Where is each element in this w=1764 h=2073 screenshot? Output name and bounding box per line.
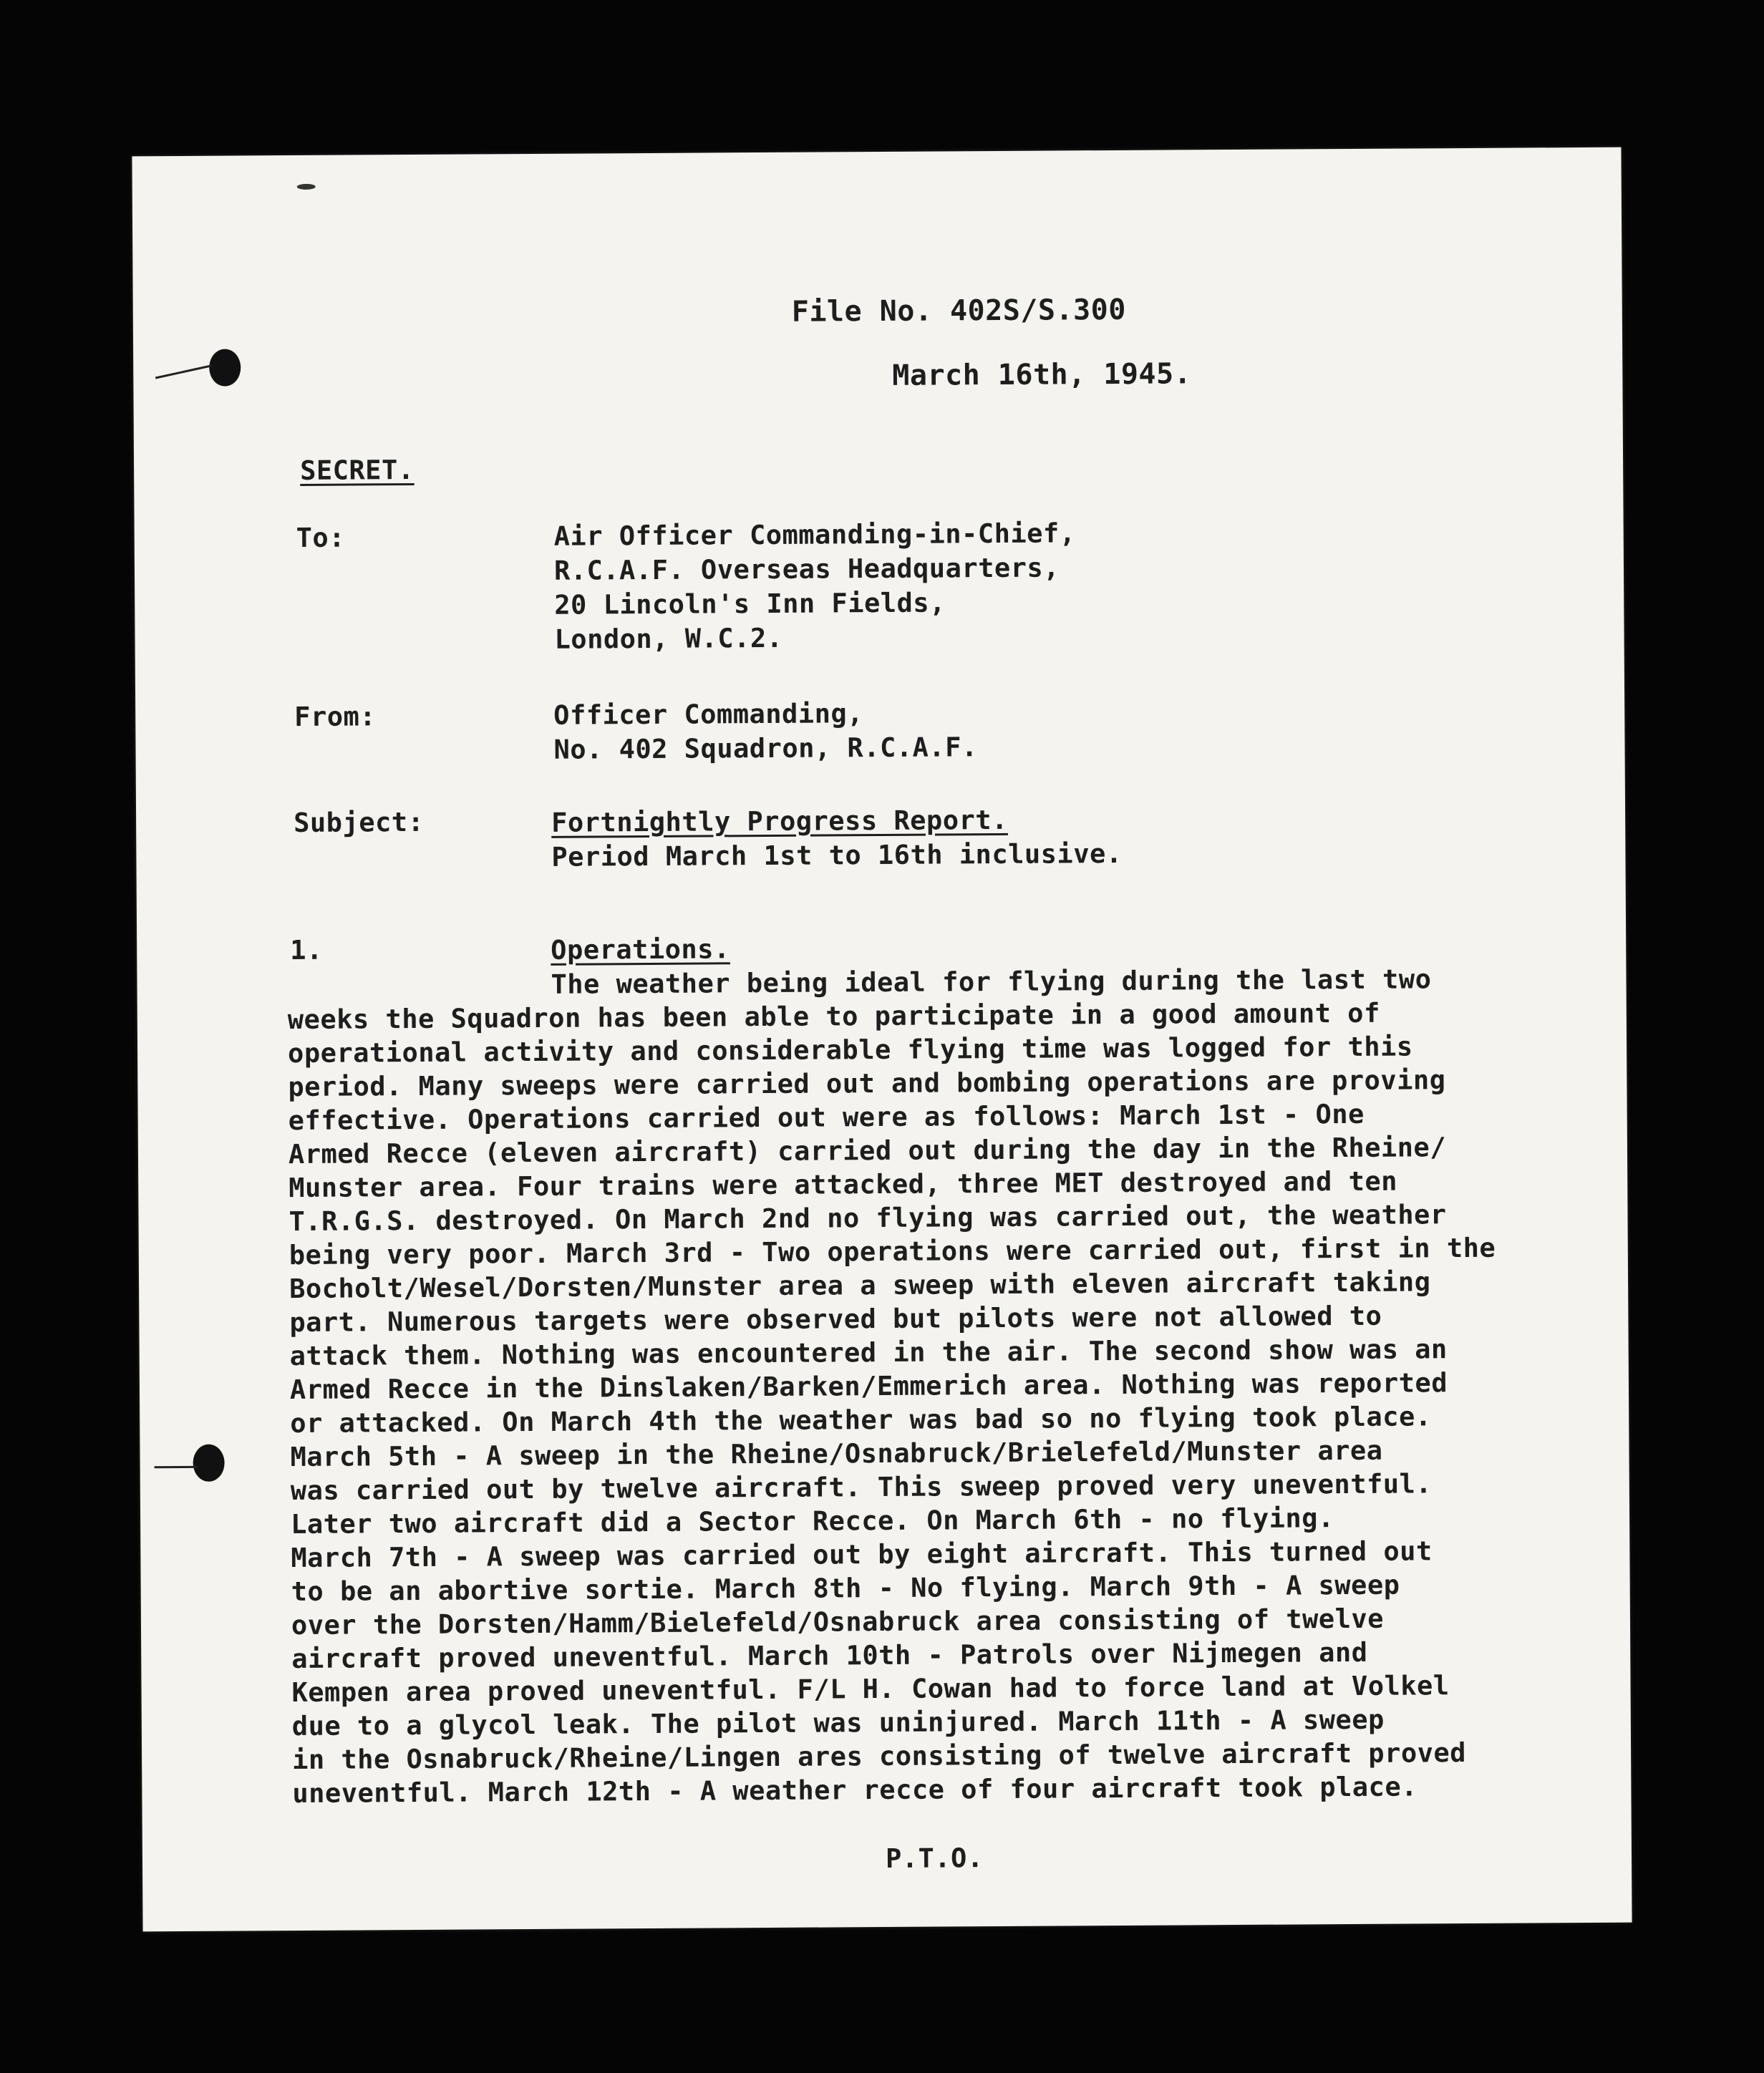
body-line: March 7th - A sweep was carried out by eight aircraft. This turned out — [291, 1535, 1433, 1574]
to-label: To: — [296, 522, 346, 553]
body-line: The weather being ideal for flying during the last two — [551, 963, 1432, 1000]
from-label: From: — [294, 701, 377, 733]
body-line: or attacked. On March 4th the weather was bad so no flying took place. — [290, 1401, 1432, 1440]
to-line-1: Air Officer Commanding-in-Chief, — [553, 518, 1076, 552]
body-line: in the Osnabruck/Rheine/Lingen ares consisting of twelve aircraft proved — [292, 1737, 1467, 1776]
body-line: T.R.G.S. destroyed. On March 2nd no flying was carried out, the weather — [289, 1199, 1447, 1238]
body-line: over the Dorsten/Hamm/Bielefeld/Osnabruck area consisting of twelve — [291, 1603, 1385, 1641]
body-line: Later two aircraft did a Sector Recce. On March 6th - no flying. — [290, 1502, 1334, 1540]
body-line: attack them. Nothing was encountered in the air. The second show was an — [289, 1334, 1448, 1372]
body-line: operational activity and considerable flying time was logged for this — [287, 1031, 1413, 1069]
body-line: Armed Recce (eleven aircraft) carried out during the day in the Rheine/ — [288, 1132, 1447, 1170]
body-line: Kempen area proved uneventful. F/L H. Cowan had to force land at Volkel — [291, 1670, 1450, 1709]
classification-marking: SECRET. — [299, 454, 415, 486]
body-line: aircraft proved uneventful. March 10th - Patrols over Nijmegen and — [291, 1636, 1368, 1675]
body-line: part. Numerous targets were observed but pilots were not allowed to — [289, 1300, 1382, 1339]
please-turn-over: P.T.O. — [885, 1843, 984, 1874]
section-heading: Operations. — [551, 933, 730, 966]
body-line: due to a glycol leak. The pilot was uninjured. March 11th - A sweep — [291, 1704, 1385, 1742]
document-page — [132, 147, 1632, 1932]
to-line-2: R.C.A.F. Overseas Headquarters, — [553, 552, 1060, 586]
from-line-2: No. 402 Squadron, R.C.A.F. — [553, 732, 978, 765]
punch-hole-line-top — [155, 364, 212, 379]
body-line: to be an abortive sortie. March 8th - No flying. March 9th - A sweep — [291, 1569, 1400, 1608]
body-line: being very poor. March 3rd - Two operations were carried out, first in the — [289, 1232, 1496, 1271]
body-line: Bocholt/Wesel/Dorsten/Munster area a sweep with eleven aircraft taking — [289, 1266, 1431, 1305]
body-line: Munster area. Four trains were attacked, three MET destroyed and ten — [289, 1165, 1398, 1204]
body-line: period. Many sweeps were carried out and bombing operations are proving — [288, 1064, 1446, 1103]
body-line: effective. Operations carried out were as follows: March 1st - One — [288, 1098, 1365, 1137]
body-line: weeks the Squadron has been able to participate in a good amount of — [287, 997, 1380, 1036]
punch-hole-top — [209, 349, 241, 386]
body-line: uneventful. March 12th - A weather recce of four aircraft took place. — [292, 1771, 1418, 1810]
to-line-3: 20 Lincoln's Inn Fields, — [554, 587, 946, 621]
subject-period: Period March 1st to 16th inclusive. — [551, 838, 1123, 873]
body-line: Armed Recce in the Dinslaken/Barken/Emmerich area. Nothing was reported — [289, 1367, 1448, 1406]
document-date: March 16th, 1945. — [892, 357, 1192, 392]
to-line-4: London, W.C.2. — [554, 622, 783, 655]
body-line: March 5th - A sweep in the Rheine/Osnabruck/Brielefeld/Munster area — [290, 1434, 1383, 1473]
subject-label: Subject: — [294, 806, 425, 839]
ink-speck — [297, 184, 316, 190]
punch-hole-line-bottom — [155, 1466, 198, 1468]
from-line-1: Officer Commanding, — [553, 698, 864, 731]
file-number: File No. 402S/S.300 — [791, 293, 1126, 329]
subject-title: Fortnightly Progress Report. — [551, 804, 1008, 838]
punch-hole-bottom — [193, 1445, 224, 1482]
body-line: was carried out by twelve aircraft. This sweep proved very uneventful. — [290, 1468, 1433, 1507]
section-number: 1. — [290, 934, 323, 966]
